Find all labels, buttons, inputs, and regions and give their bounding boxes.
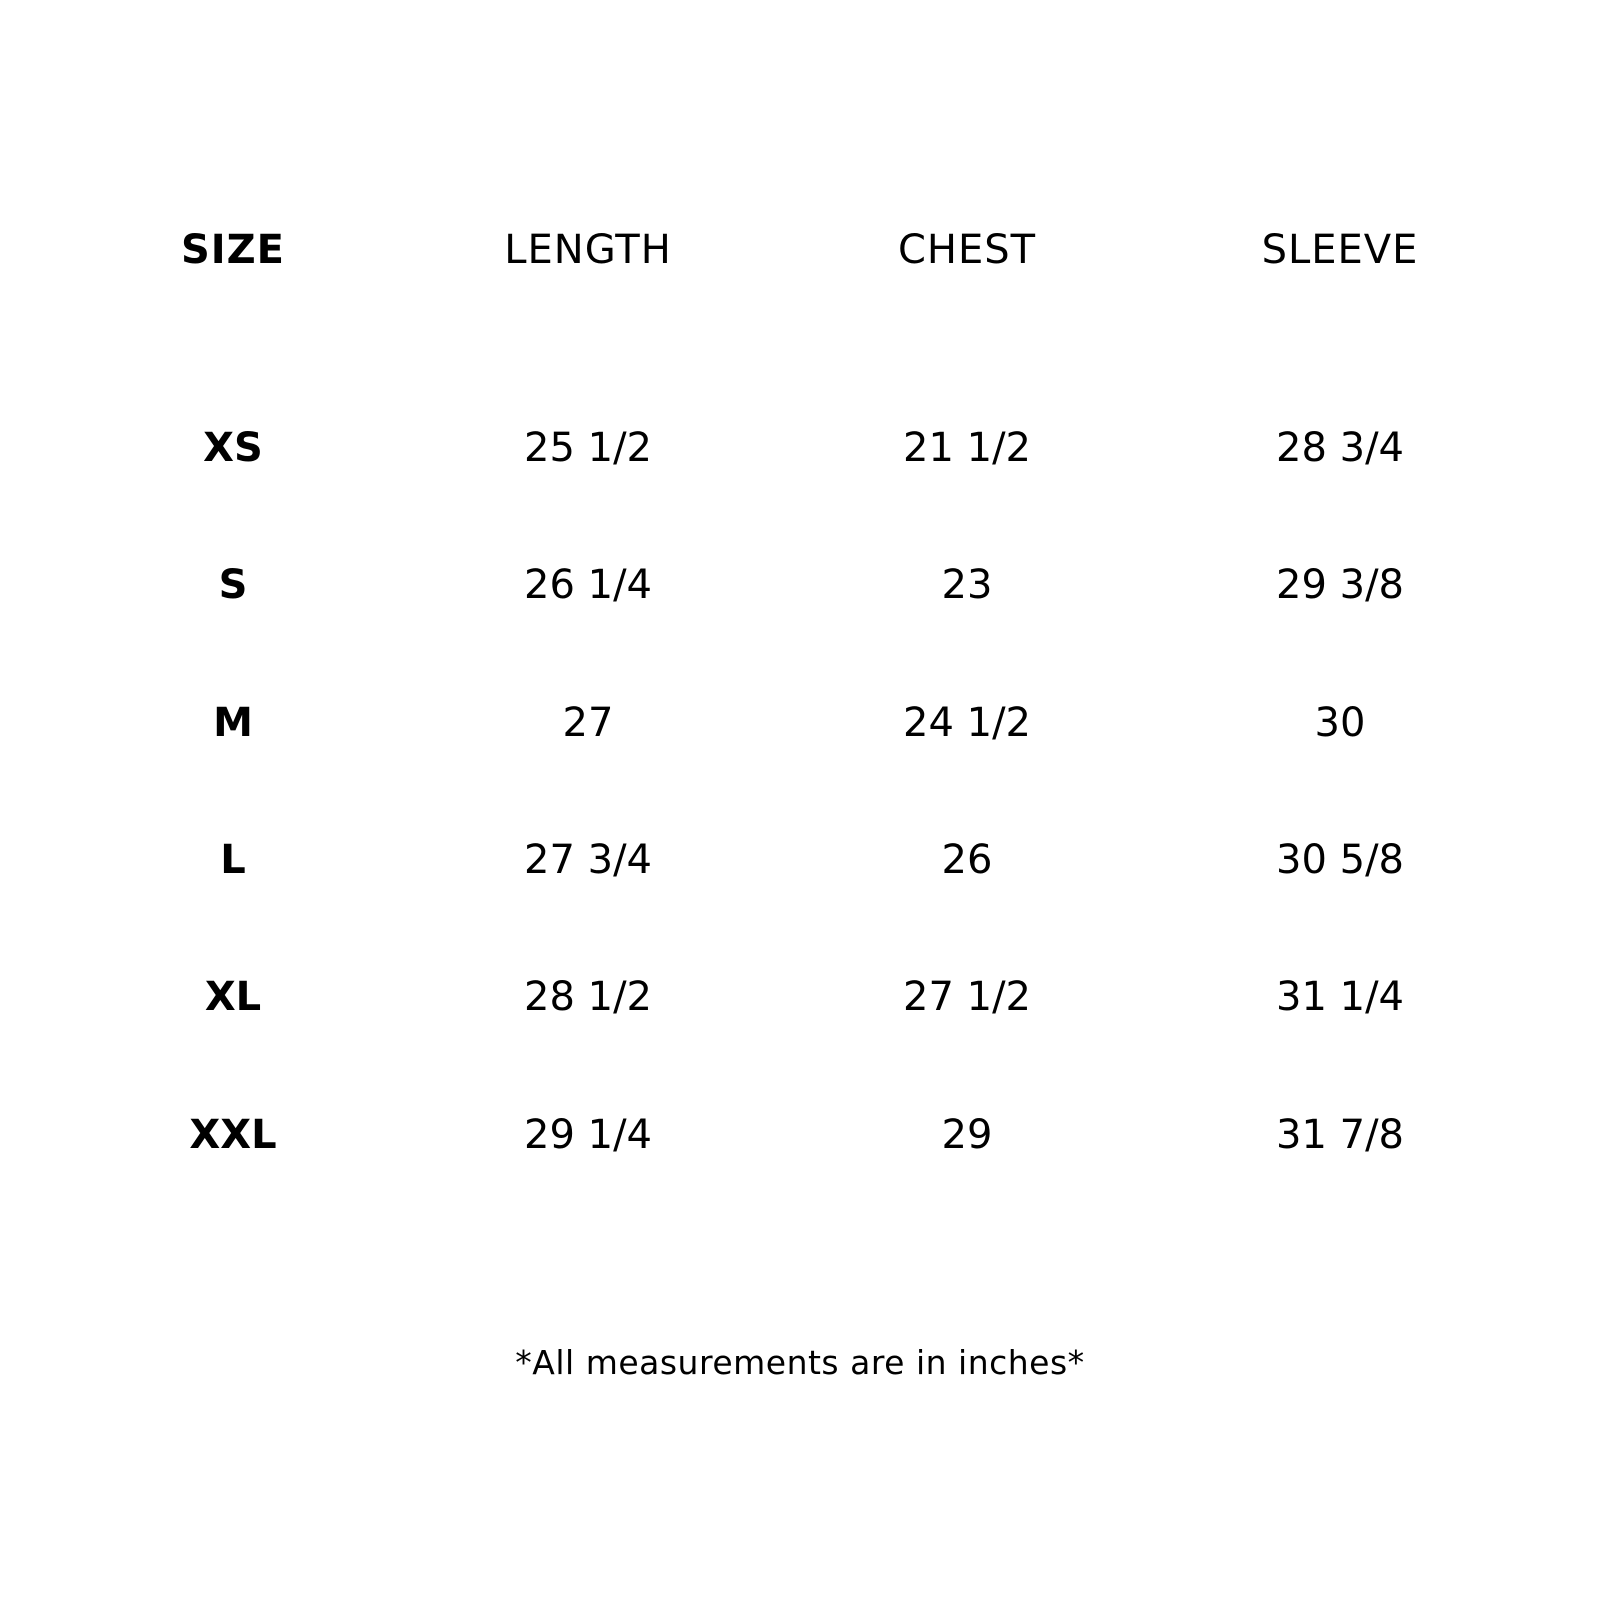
chest-value: 23 [941, 562, 993, 608]
sleeve-value: 31 1/4 [1276, 974, 1404, 1020]
length-value: 26 1/4 [524, 562, 652, 608]
size-label: XXL [189, 1112, 277, 1158]
length-value: 25 1/2 [524, 425, 652, 471]
measurement-footnote: *All measurements are in inches* [515, 1343, 1085, 1382]
column-header-chest: CHEST [897, 227, 1037, 273]
chest-value: 29 [941, 1112, 993, 1158]
chest-value: 27 1/2 [903, 974, 1031, 1020]
size-label: XS [203, 425, 263, 471]
sleeve-value: 31 7/8 [1276, 1112, 1404, 1158]
size-label: S [218, 562, 248, 608]
sleeve-value: 28 3/4 [1276, 425, 1404, 471]
length-value: 28 1/2 [524, 974, 652, 1020]
chest-value: 26 [941, 837, 993, 883]
length-value: 27 3/4 [524, 837, 652, 883]
size-label: L [220, 837, 246, 883]
length-value: 29 1/4 [524, 1112, 652, 1158]
size-label: M [213, 700, 253, 746]
chest-value: 21 1/2 [903, 425, 1031, 471]
sleeve-value: 29 3/8 [1276, 562, 1404, 608]
size-label: XL [204, 974, 262, 1020]
sleeve-value: 30 [1314, 700, 1366, 746]
column-header-length: LENGTH [504, 227, 672, 273]
length-value: 27 [562, 700, 614, 746]
chest-value: 24 1/2 [903, 700, 1031, 746]
column-header-sleeve: SLEEVE [1261, 227, 1419, 273]
column-header-size: SIZE [180, 227, 286, 273]
sleeve-value: 30 5/8 [1276, 837, 1404, 883]
